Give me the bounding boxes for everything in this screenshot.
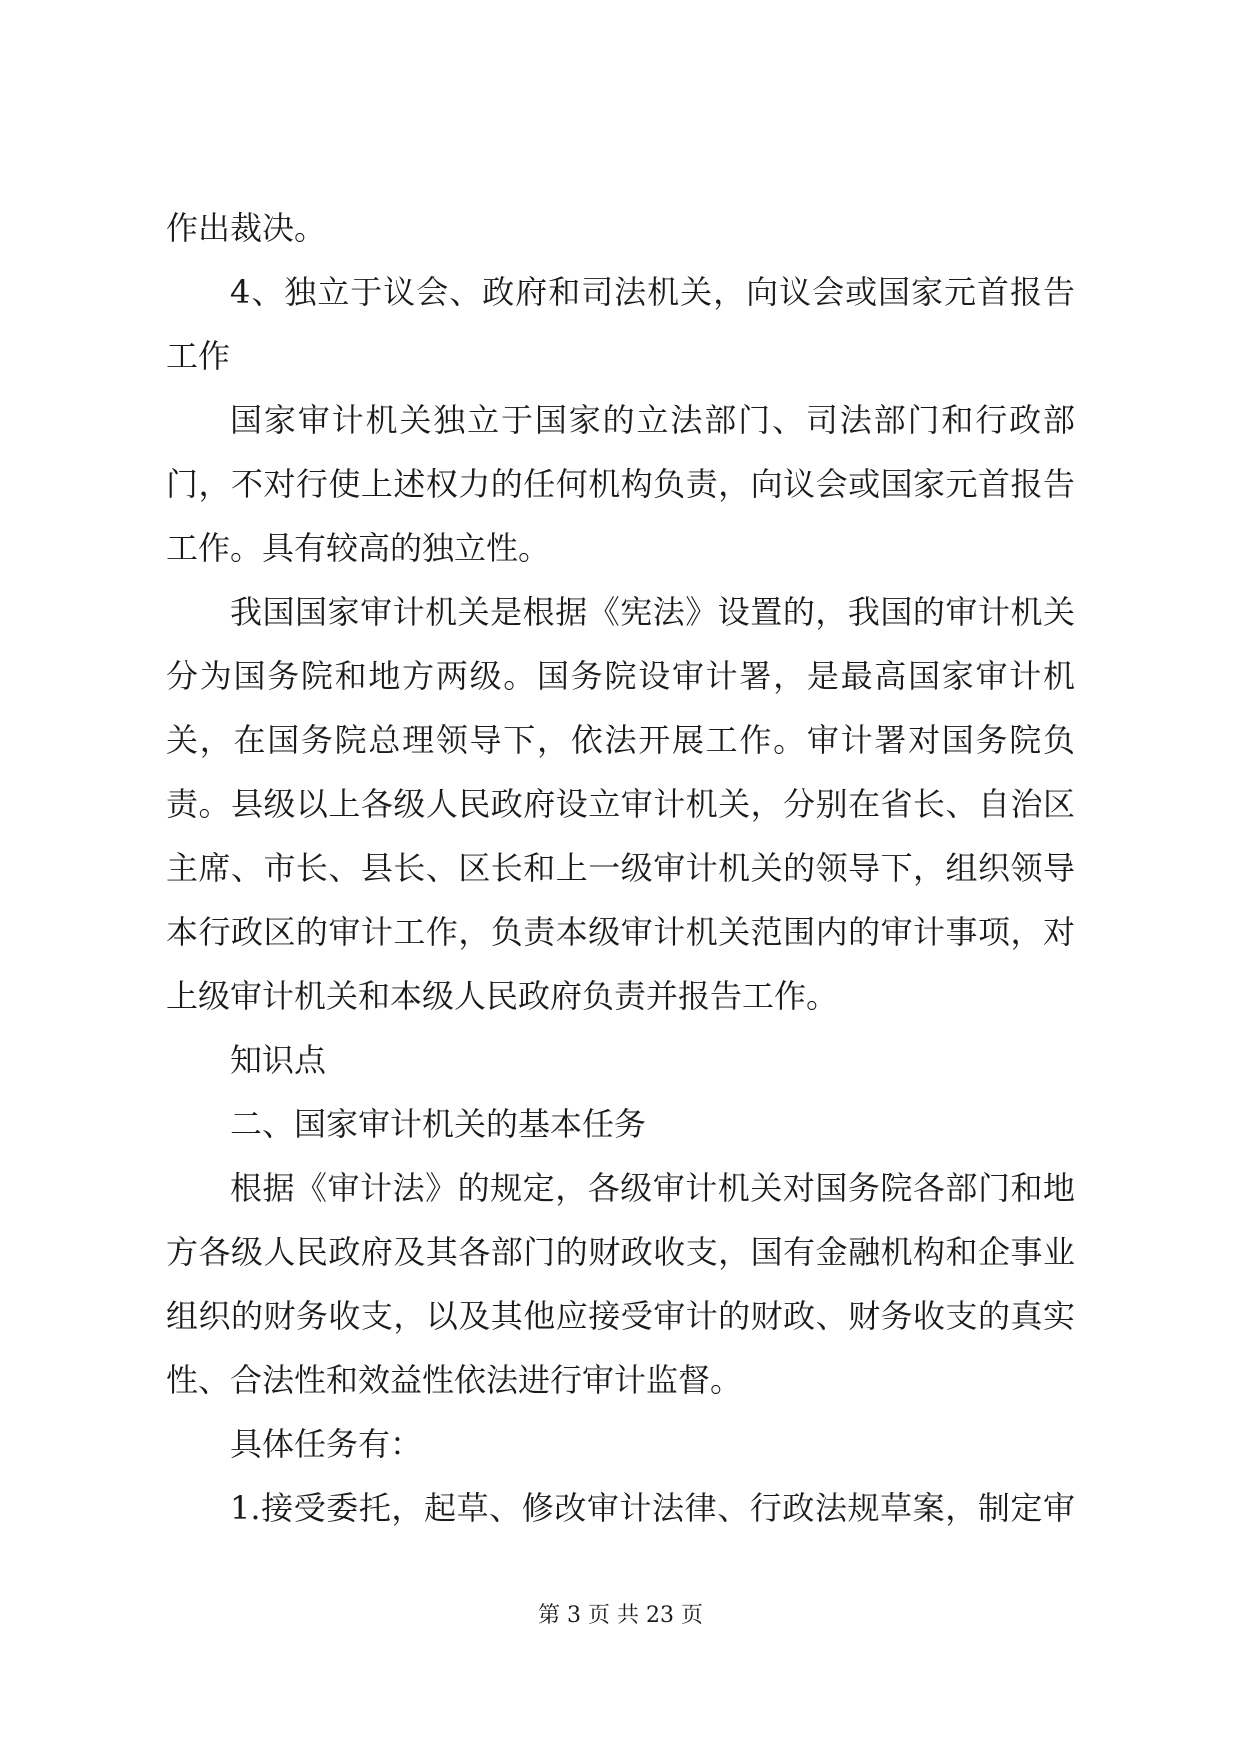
paragraph-continuation: 作出裁决。 — [166, 209, 327, 247]
paragraph-audit-organs: 我国国家审计机关是根据《宪法》设置的，我国的审计机关分为国务院和地方两级。国务院设审计署，是最高国家审计机关，在国务院总理领导下，依法开展工作。审计署对国务院负责。县级以上各级人民政府设立审计机关，分别在省长、自治区主席、市长、县长、区长和上一级审计机关的领导下，组织领导本行政区的审计工作，负责本级审计机关范围内的审计事项，对上级审计机关和本级人民政府负责并报告工作。 — [166, 593, 1075, 1015]
paragraph-audit-law: 根据《审计法》的规定，各级审计机关对国务院各部门和地方各级人民政府及其各部门的财政收支，国有金融机构和企事业组织的财务收支，以及其他应接受审计的财政、财务收支的真实性、合法性和效益性依法进行审计监督。 — [166, 1169, 1075, 1399]
paragraph-knowledge-point: 知识点 — [230, 1041, 327, 1079]
paragraph-specific-tasks: 具体任务有： — [230, 1425, 423, 1463]
paragraph-heading-4: 4、独立于议会、政府和司法机关，向议会或国家元首报告工作 — [166, 273, 1075, 375]
section-heading-basic-tasks: 二、国家审计机关的基本任务 — [230, 1105, 647, 1143]
list-item-1: 1.接受委托，起草、修改审计法律、行政法规草案，制定审 — [230, 1489, 1075, 1527]
page-footer: 第 3 页 共 23 页 — [538, 1603, 703, 1628]
document-body — [166, 196, 1075, 1540]
paragraph-independence: 国家审计机关独立于国家的立法部门、司法部门和行政部门，不对行使上述权力的任何机构负责，向议会或国家元首报告工作。具有较高的独立性。 — [166, 401, 1075, 567]
